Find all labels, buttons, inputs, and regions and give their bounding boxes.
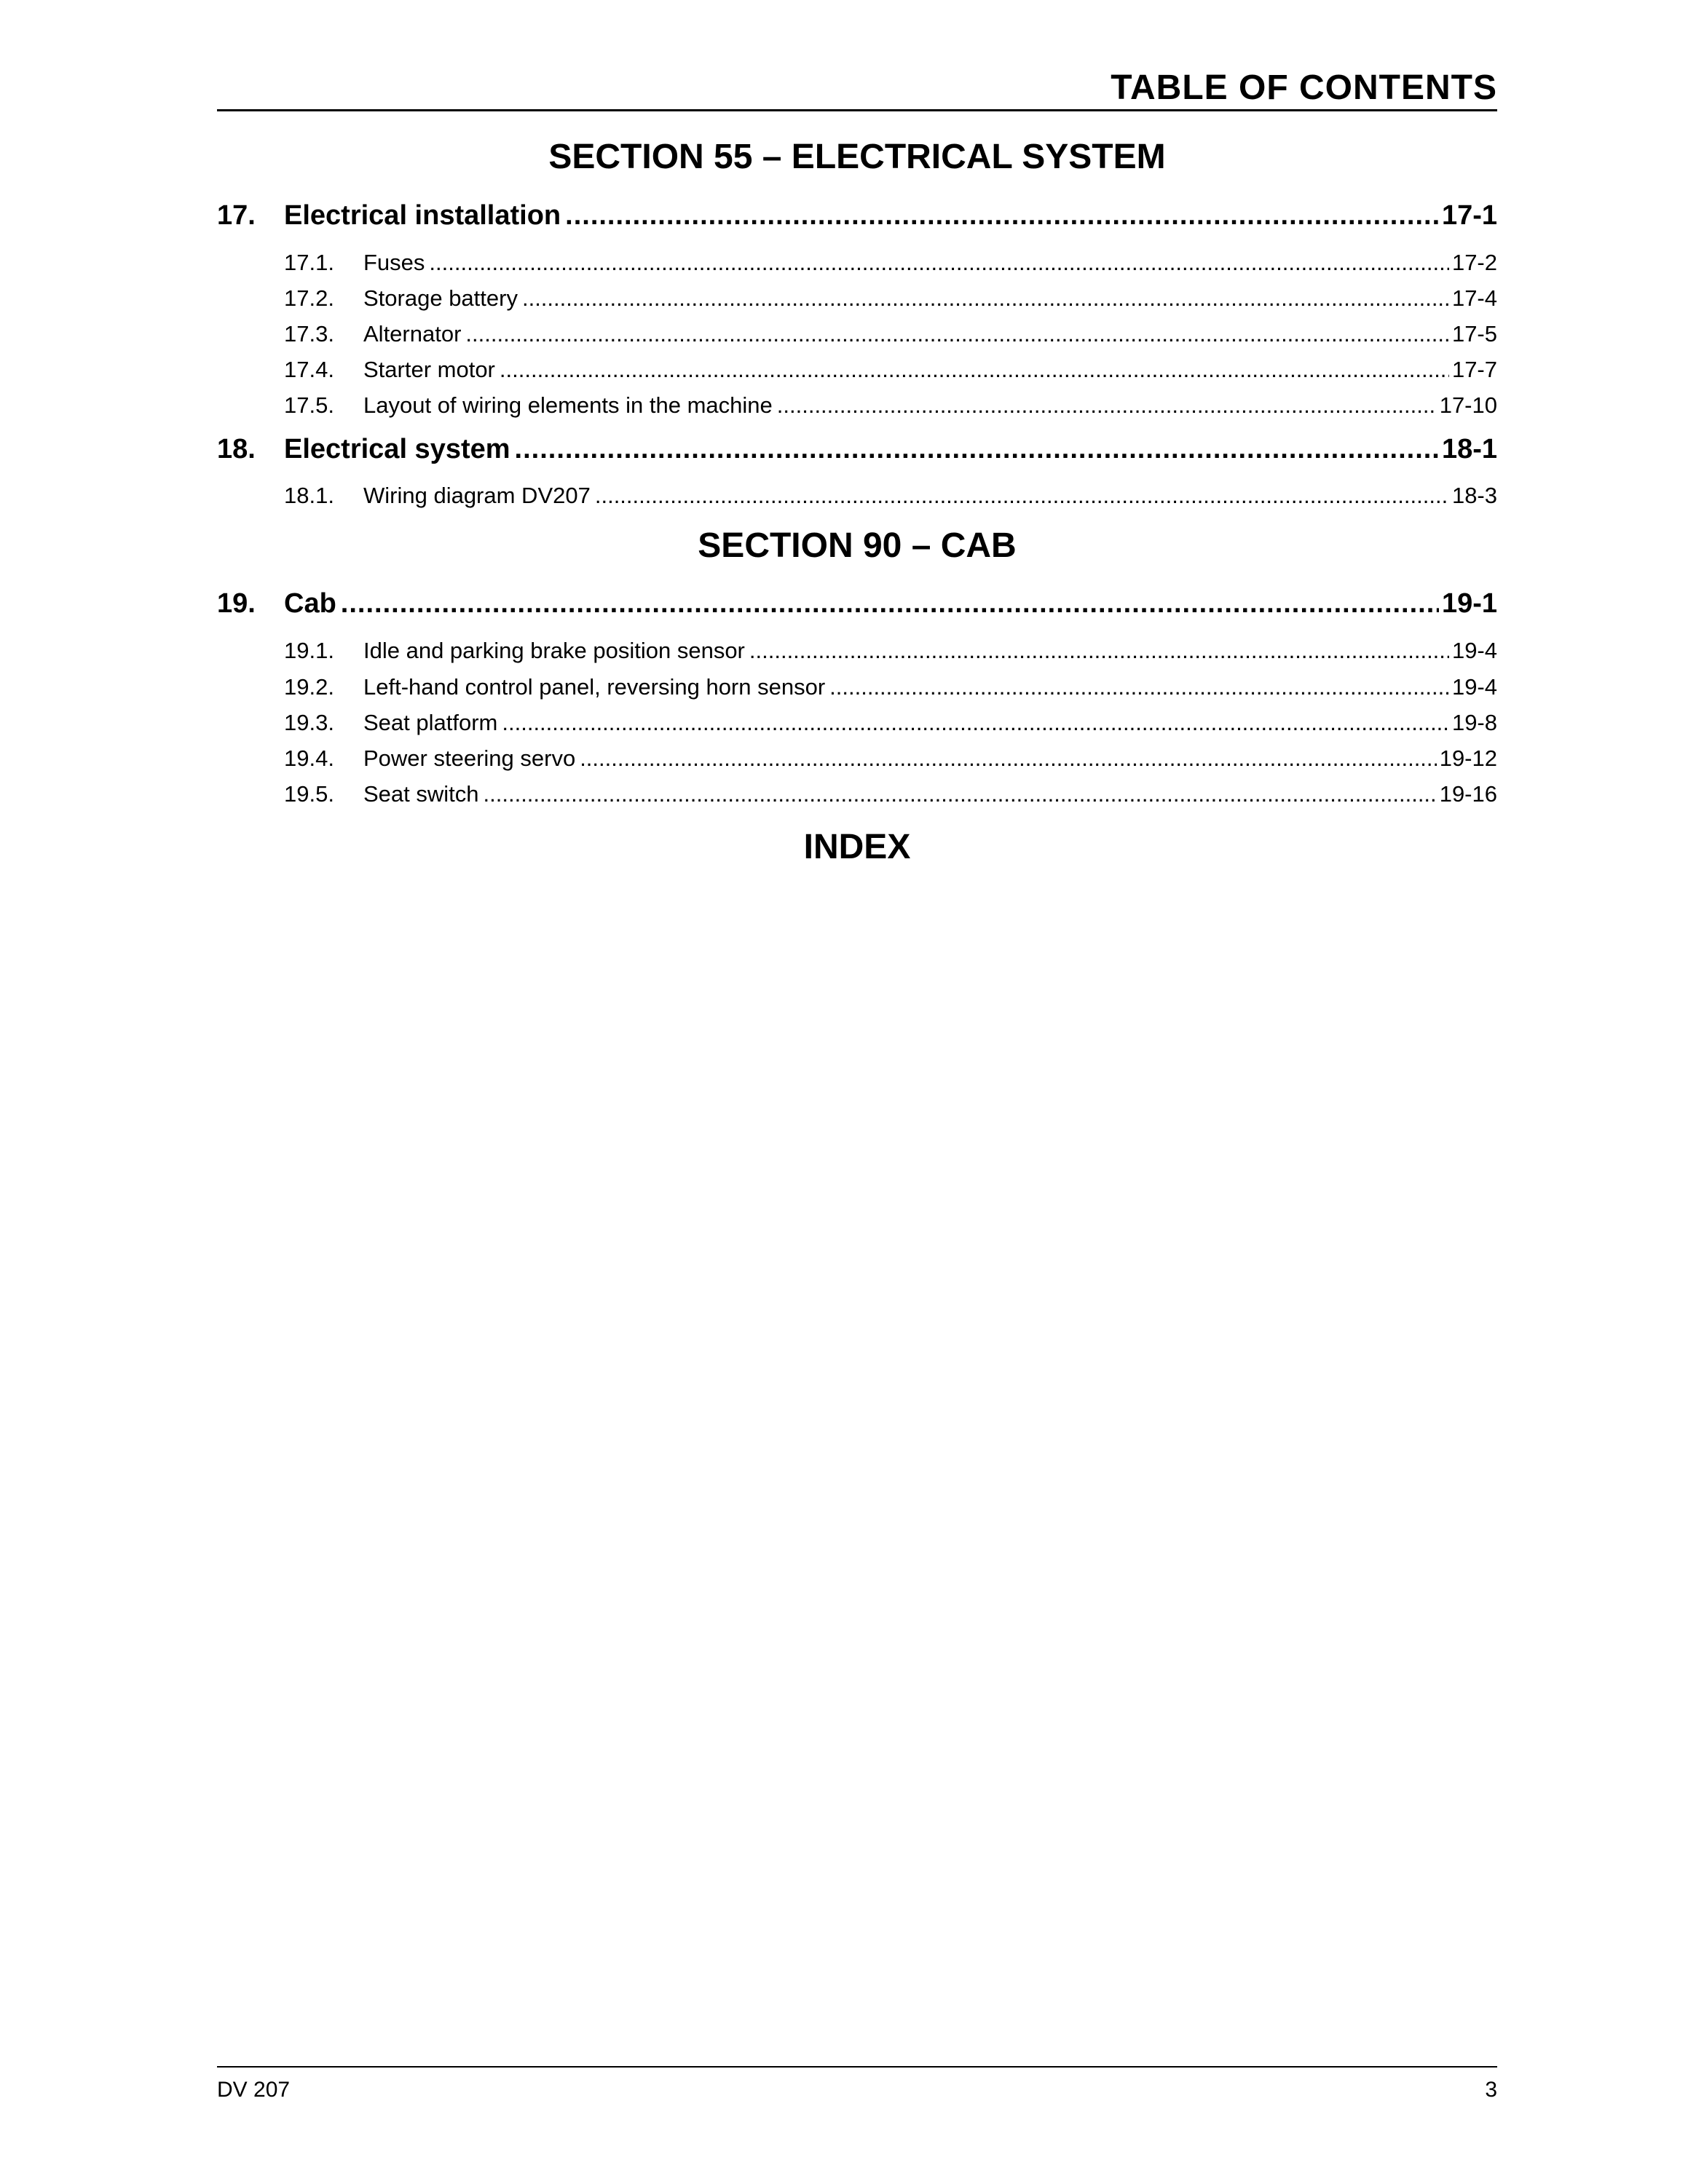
page-footer [217,2066,1497,2104]
toc-item-number: 17.5. [284,392,334,418]
toc-item-17-5[interactable] [284,392,1497,419]
toc-item-label: Power steering servo [363,745,576,771]
toc-page-ref: 17-2 [1451,250,1497,275]
toc-page-ref: 17-7 [1451,357,1497,382]
toc-item-label: Starter motor [363,357,495,382]
toc-page-ref: 18-3 [1451,483,1497,508]
toc-item-19-5[interactable] [284,781,1497,807]
toc-dot-leader [465,321,1449,347]
toc-item-label: Alternator [363,321,462,347]
toc-item-19-1[interactable] [284,638,1497,664]
toc-item-label: Fuses [363,250,425,275]
footer-model: DV 207 [217,2078,291,2102]
header-title: TABLE OF CONTENTS [1111,68,1497,107]
toc-item-number: 19.1. [284,638,334,663]
toc-chapter-19[interactable] [217,588,1497,620]
toc-dot-leader [749,638,1449,664]
toc-page-ref: 17-5 [1451,321,1497,347]
toc-page-ref: 17-1 [1441,200,1497,231]
toc-item-17-3[interactable] [284,321,1497,347]
toc-chapter-label: Cab [284,588,336,619]
toc-chapter-number: 19. [217,588,256,619]
toc-page-ref: 19-1 [1441,588,1497,619]
toc-dot-leader [595,483,1449,509]
toc-page-ref: 19-4 [1451,638,1497,663]
toc-item-label: Storage battery [363,285,518,311]
footer-page-number: 3 [1485,2078,1497,2102]
toc-item-19-2[interactable] [284,674,1497,700]
toc-item-number: 19.2. [284,674,334,700]
toc-item-17-1[interactable] [284,250,1497,276]
toc-chapter-number: 18. [217,434,256,464]
toc-item-label: Layout of wiring elements in the machine [363,392,773,418]
toc-item-17-2[interactable] [284,285,1497,312]
toc-item-number: 17.2. [284,285,334,311]
toc-dot-leader [429,250,1449,276]
toc-dot-leader [580,745,1437,772]
toc-page-ref: 18-1 [1441,434,1497,464]
toc-dot-leader [484,781,1437,807]
toc-page-ref: 17-10 [1439,392,1497,418]
section-title-90: SECTION 90 – CAB [698,526,1017,565]
toc-chapter-18[interactable] [217,434,1497,465]
section-title-index[interactable]: INDEX [803,828,911,866]
toc-item-label: Left-hand control panel, reversing horn sensor [363,674,826,700]
toc-item-19-4[interactable] [284,745,1497,772]
toc-page-ref: 19-4 [1451,674,1497,700]
toc-item-label: Wiring diagram DV207 [363,483,591,508]
toc-dot-leader [829,674,1449,700]
toc-item-number: 18.1. [284,483,334,508]
toc-dot-leader [500,357,1449,383]
section-title-55: SECTION 55 – ELECTRICAL SYSTEM [548,138,1166,176]
page-header [217,64,1497,111]
toc-item-number: 19.3. [284,710,334,735]
toc-chapter-label: Electrical system [284,434,510,464]
toc-page-ref: 19-16 [1439,781,1497,807]
toc-dot-leader [515,434,1439,465]
toc-item-17-4[interactable] [284,357,1497,383]
toc-dot-leader [565,200,1439,232]
toc-dot-leader [502,710,1449,736]
toc-item-number: 17.3. [284,321,334,347]
toc-page-ref: 17-4 [1451,285,1497,311]
toc-dot-leader [522,285,1449,312]
toc-dot-leader [341,588,1439,620]
toc-page-ref: 19-12 [1439,745,1497,771]
toc-chapter-label: Electrical installation [284,200,561,231]
toc-item-number: 19.4. [284,745,334,771]
toc-item-number: 19.5. [284,781,334,807]
toc-item-18-1[interactable] [284,483,1497,509]
toc-item-label: Seat switch [363,781,479,807]
toc-chapter-number: 17. [217,200,256,231]
toc-item-label: Idle and parking brake position sensor [363,638,745,663]
toc-item-label: Seat platform [363,710,498,735]
toc-item-number: 17.4. [284,357,334,382]
toc-item-number: 17.1. [284,250,334,275]
toc-page-ref: 19-8 [1451,710,1497,735]
toc-item-19-3[interactable] [284,710,1497,736]
toc-chapter-17[interactable] [217,200,1497,232]
toc-dot-leader [777,392,1437,419]
